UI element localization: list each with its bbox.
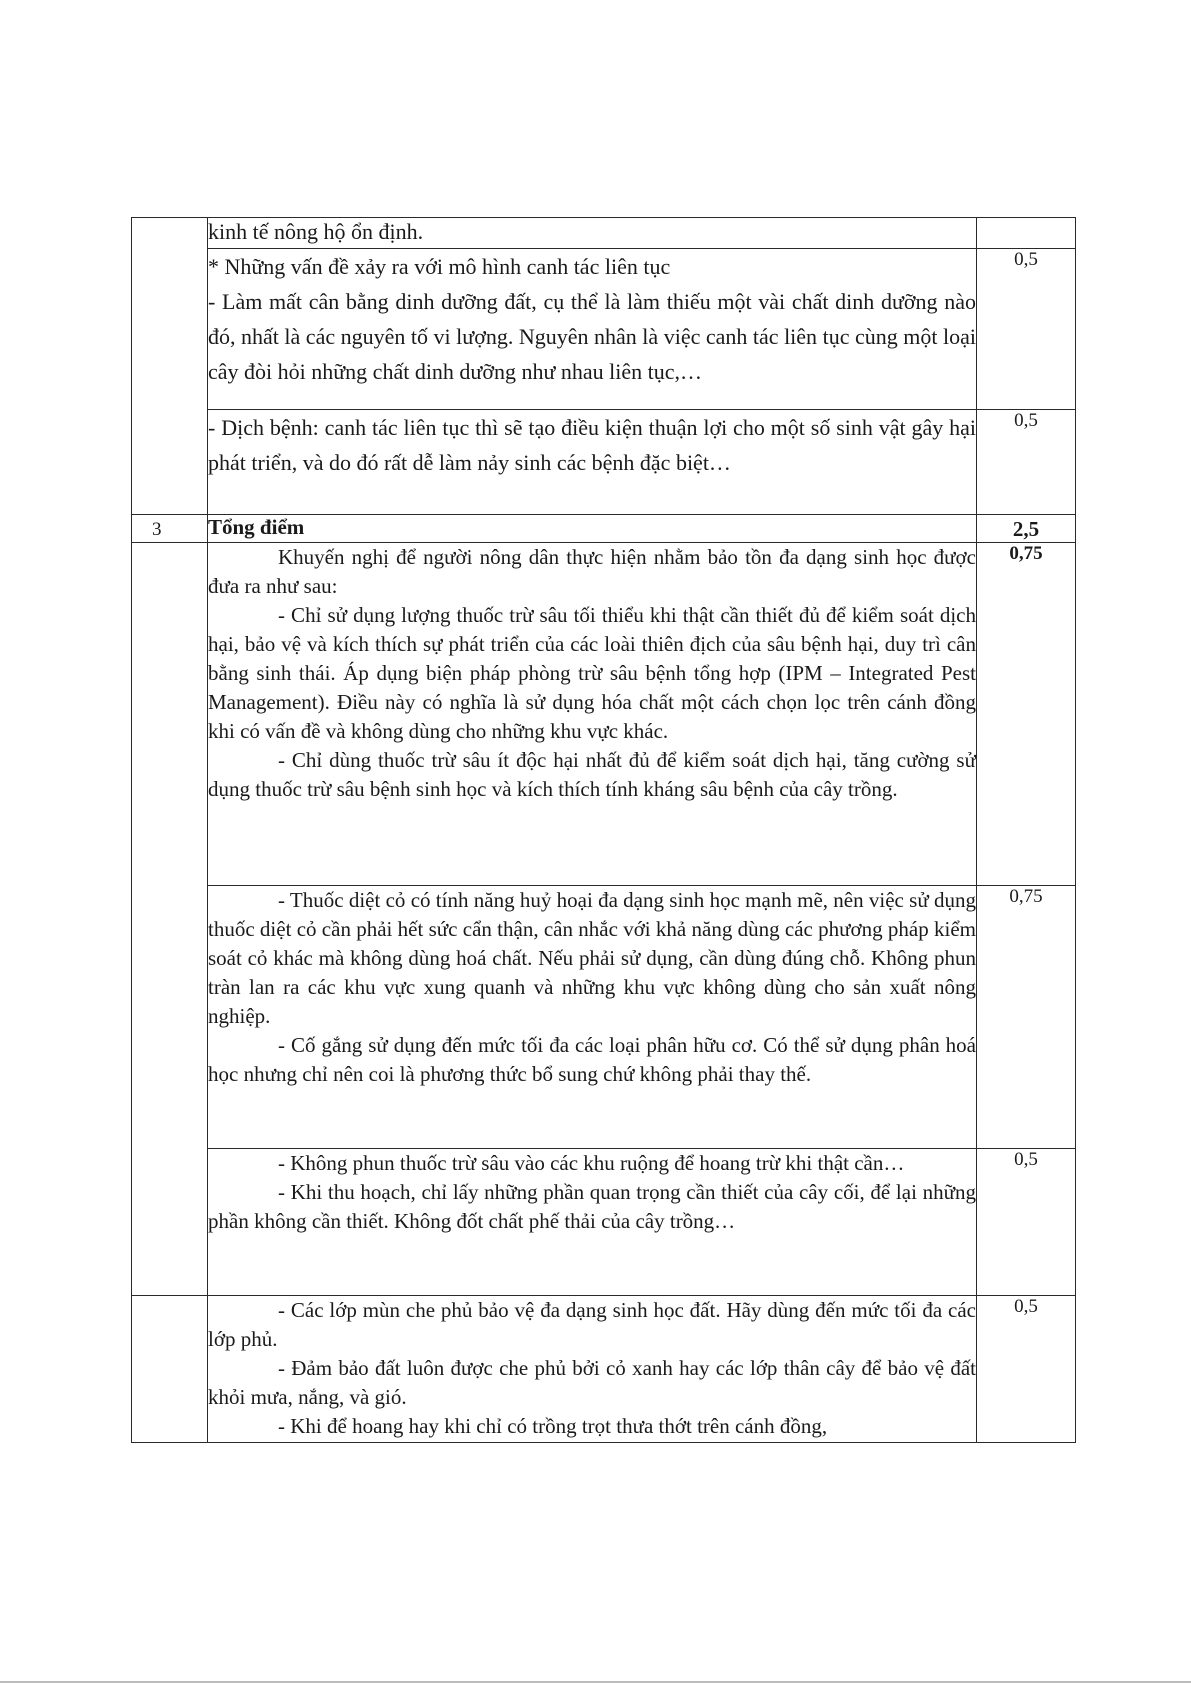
total-score-cell: 2,5	[977, 515, 1076, 543]
answer-cell	[208, 218, 977, 249]
answer-cell	[208, 410, 977, 515]
answer-cell	[208, 886, 977, 1149]
table-row	[132, 218, 1076, 249]
scoring-table	[131, 217, 1076, 1443]
answer-paragraph: - Làm mất cân bằng dinh dưỡng đất, cụ thể là làm thiếu một vài chất dinh dưỡng nào đó, nhất là các nguyên tố vi lượng. Nguyên nhân là việc canh tác liên tục cùng một loại cây đòi hỏi những chất dinh dưỡng như nhau liên tục,…	[208, 289, 976, 384]
score-cell: 0,5	[977, 1296, 1076, 1443]
question-index-cell	[132, 515, 208, 543]
table-row	[132, 410, 1076, 515]
score-cell	[977, 218, 1076, 249]
answer-paragraph: - Khi thu hoạch, chỉ lấy những phần quan trọng cần thiết của cây cối, để lại những phần không cần thiết. Không đốt chất phế thải của cây trồng…	[208, 1180, 976, 1233]
answer-paragraph: - Các lớp mùn che phủ bảo vệ đa dạng sinh học đất. Hãy dùng đến mức tối đa các lớp phủ.	[208, 1298, 976, 1351]
total-label-cell	[208, 515, 977, 543]
answer-paragraph: Khuyến nghị để người nông dân thực hiện nhằm bảo tồn đa dạng sinh học được đưa ra như sau:	[208, 545, 976, 598]
answer-cell	[208, 1296, 977, 1443]
answer-cell	[208, 249, 977, 410]
answer-paragraph: kinh tế nông hộ ổn định.	[208, 219, 424, 244]
question-index-cell	[132, 1296, 208, 1443]
table-row	[132, 1149, 1076, 1296]
total-label: Tổng điểm	[208, 515, 305, 539]
question-number: 3	[152, 519, 162, 540]
answer-paragraph: - Chỉ dùng thuốc trừ sâu ít độc hại nhất đủ để kiểm soát dịch hại, tăng cường sử dụng thuốc trừ sâu bệnh sinh học và kích thích tính kháng sâu bệnh của cây trồng.	[208, 748, 976, 801]
answer-paragraph: - Cố gắng sử dụng đến mức tối đa các loại phân hữu cơ. Có thể sử dụng phân hoá học nhưng chỉ nên coi là phương thức bổ sung chứ không phải thay thế.	[208, 1033, 976, 1086]
answer-paragraph: - Thuốc diệt cỏ có tính năng huỷ hoại đa dạng sinh học mạnh mẽ, nên việc sử dụng thuốc diệt cỏ cần phải hết sức cẩn thận, cân nhắc với khả năng dùng các phương pháp kiểm soát cỏ khác mà không dùng hoá chất. Nếu phải sử dụng, cần dùng đúng chỗ. Không phun tràn lan ra các khu vực xung quanh và những khu vực không dùng cho sản xuất nông nghiệp.	[208, 888, 976, 1028]
answer-cell	[208, 543, 977, 886]
question-index-cell	[132, 218, 208, 515]
score-cell: 0,75	[977, 886, 1076, 1149]
answer-paragraph: - Dịch bệnh: canh tác liên tục thì sẽ tạo điều kiện thuận lợi cho một số sinh vật gây hại phát triển, và do đó rất dễ làm nảy sinh các bệnh đặc biệt…	[208, 415, 976, 475]
answer-cell	[208, 1149, 977, 1296]
answer-paragraph: - Đảm bảo đất luôn được che phủ bởi cỏ xanh hay các lớp thân cây để bảo vệ đất khỏi mưa, nắng, và gió.	[208, 1356, 976, 1409]
answer-paragraph: * Những vấn đề xảy ra với mô hình canh tác liên tục	[208, 254, 671, 279]
score-cell: 0,5	[977, 410, 1076, 515]
score-cell: 0,5	[977, 1149, 1076, 1296]
table-row	[132, 543, 1076, 886]
total-row	[132, 515, 1076, 543]
answer-paragraph: - Chỉ sử dụng lượng thuốc trừ sâu tối thiểu khi thật cần thiết đủ để kiểm soát dịch hại, bảo vệ và kích thích sự phát triển của các loài thiên địch của sâu bệnh hại, duy trì cân bằng sinh thái. Áp dụng biện pháp phòng trừ sâu bệnh tổng hợp (IPM – Integrated Pest Management). Điều này có nghĩa là sử dụng hóa chất một cách chọn lọc trên cánh đồng khi có vấn đề và không dùng cho những khu vực khác.	[208, 603, 976, 743]
table-row	[132, 249, 1076, 410]
answer-paragraph: - Không phun thuốc trừ sâu vào các khu ruộng để hoang trừ khi thật cần…	[278, 1151, 905, 1175]
score-cell: 0,75	[977, 543, 1076, 886]
table-row	[132, 1296, 1076, 1443]
question-index-cell	[132, 543, 208, 1296]
answer-paragraph: - Khi để hoang hay khi chỉ có trồng trọt thưa thớt trên cánh đồng,	[278, 1414, 828, 1438]
score-cell: 0,5	[977, 249, 1076, 410]
table-row	[132, 886, 1076, 1149]
